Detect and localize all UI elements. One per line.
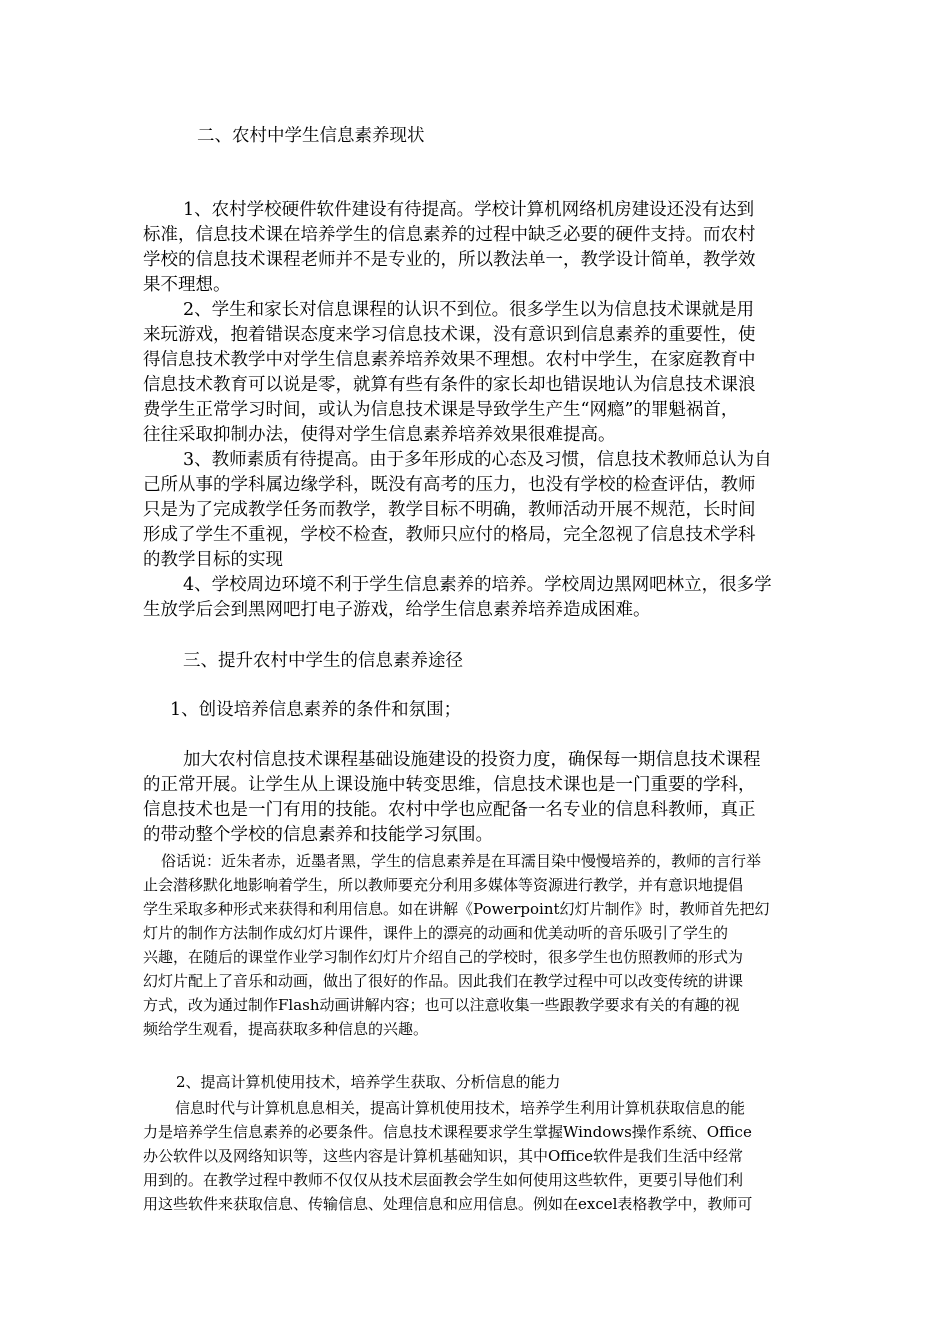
text-line: 办公软件以及网络知识等，这些内容是计算机基础知识，其中Office软件是我们生活中经常 bbox=[143, 1147, 744, 1165]
text-line: 学校的信息技术课程老师并不是专业的，所以教法单一，教学设计简单，教学效 bbox=[143, 250, 756, 270]
text-line: 兴趣，在随后的课堂作业学习制作幻灯片介绍自己的学校时，很多学生也仿照教师的形式为 bbox=[143, 948, 744, 966]
text-line: 灯片的制作方法制作成幻灯片课件，课件上的漂亮的动画和优美动听的音乐吸引了学生的 bbox=[143, 924, 729, 942]
text-line: 来玩游戏，抱着错误态度来学习信息技术课，没有意识到信息素养的重要性，使 bbox=[143, 325, 756, 345]
text-line: 只是为了完成教学任务而教学，教学目标不明确，教师活动开展不规范，长时间 bbox=[143, 500, 756, 520]
section-heading-2: 二、农村中学生信息素养现状 bbox=[197, 126, 425, 146]
text-line: 2、学生和家长对信息课程的认识不到位。很多学生以为信息技术课就是用 bbox=[183, 300, 755, 320]
paragraph-infrastructure bbox=[143, 748, 808, 848]
text-line: 的带动整个学校的信息素养和技能学习氛围。 bbox=[143, 825, 493, 845]
text-line: 3、教师素质有待提高。由于多年形成的心态及习惯，信息技术教师总认为自 bbox=[183, 450, 772, 470]
text-line: 4、学校周边环境不利于学生信息素养的培养。学校周边黑网吧林立，很多学 bbox=[183, 575, 772, 595]
text-line: 力是培养学生信息素养的必要条件。信息技术课程要求学生掌握Windows操作系统、Office bbox=[143, 1123, 752, 1141]
text-line: 幻灯片配上了音乐和动画，做出了很好的作品。因此我们在教学过程中可以改变传统的讲课 bbox=[143, 972, 744, 990]
text-line: 信息技术教育可以说是零，就算有些有条件的家长却也错误地认为信息技术课浪 bbox=[143, 375, 756, 395]
subsection-heading-1: 1、创设培养信息素养的条件和氛围； bbox=[170, 700, 462, 720]
text-line: 学生采取多种形式来获得和利用信息。如在讲解《Powerpoint幻灯片制作》时，教师首先把幻 bbox=[143, 900, 770, 918]
paragraph-teacher-quality bbox=[143, 448, 808, 573]
section-heading-3: 三、提升农村中学生的信息素养途径 bbox=[183, 651, 463, 671]
paragraph-proverb bbox=[143, 849, 808, 1041]
text-line: 己所从事的学科属边缘学科，既没有高考的压力，也没有学校的检查评估，教师 bbox=[143, 475, 756, 495]
text-line: 信息技术也是一门有用的技能。农村中学也应配备一名专业的信息科教师，真正 bbox=[143, 800, 756, 820]
text-line: 俗话说：近朱者赤，近墨者黑，学生的信息素养是在耳濡目染中慢慢培养的，教师的言行举 bbox=[161, 852, 762, 870]
text-line: 信息时代与计算机息息相关，提高计算机使用技术，培养学生利用计算机获取信息的能 bbox=[175, 1099, 746, 1117]
subsection-heading-2: 2、提高计算机使用技术，培养学生获取、分析信息的能力 bbox=[176, 1073, 561, 1091]
paragraph-hardware bbox=[143, 198, 808, 298]
text-line: 1、农村学校硬件软件建设有待提高。学校计算机网络机房建设还没有达到 bbox=[183, 200, 755, 220]
text-line: 用这些软件来获取信息、传输信息、处理信息和应用信息。例如在excel表格教学中，教师可 bbox=[143, 1195, 753, 1213]
text-line: 费学生正常学习时间，或认为信息技术课是导致学生产生“网瘾”的罪魁祸首， bbox=[143, 400, 739, 420]
text-line: 往往采取抑制办法，使得对学生信息素养培养效果很难提高。 bbox=[143, 425, 616, 445]
text-line: 标准，信息技术课在培养学生的信息素养的过程中缺乏必要的硬件支持。而农村 bbox=[143, 225, 756, 245]
text-line: 得信息技术教学中对学生信息素养培养效果不理想。农村中学生，在家庭教育中 bbox=[143, 350, 756, 370]
text-line: 用到的。在教学过程中教师不仅仅从技术层面教会学生如何使用这些软件，更要引导他们利 bbox=[143, 1171, 744, 1189]
text-line: 频给学生观看，提高获取多种信息的兴趣。 bbox=[143, 1020, 429, 1038]
text-line: 形成了学生不重视，学校不检查，教师只应付的格局，完全忽视了信息技术学科 bbox=[143, 525, 756, 545]
text-line: 方式，改为通过制作Flash动画讲解内容；也可以注意收集一些跟教学要求有关的有趣的视 bbox=[143, 996, 740, 1014]
paragraph-environment bbox=[143, 573, 808, 623]
text-line: 止会潜移默化地影响着学生，所以教师要充分利用多媒体等资源进行教学，并有意识地提倡 bbox=[143, 876, 744, 894]
text-line: 生放学后会到黑网吧打电子游戏，给学生信息素养培养造成困难。 bbox=[143, 600, 651, 620]
text-line: 的教学目标的实现 bbox=[143, 550, 283, 570]
paragraph-awareness bbox=[143, 298, 808, 448]
text-line: 果不理想。 bbox=[143, 275, 231, 295]
text-line: 加大农村信息技术课程基础设施建设的投资力度，确保每一期信息技术课程 bbox=[183, 750, 761, 770]
text-line: 的正常开展。让学生从上课设施中转变思维，信息技术课也是一门重要的学科， bbox=[143, 775, 756, 795]
paragraph-computer-skills bbox=[143, 1096, 808, 1216]
